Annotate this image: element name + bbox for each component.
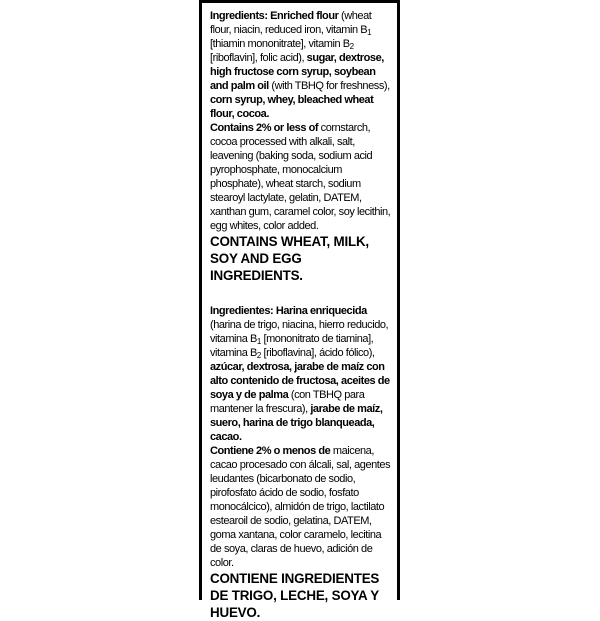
section-gap — [210, 284, 392, 304]
remaining-ingredients: corn syrup, whey, bleached wheat flour, cocoa. — [210, 94, 374, 120]
contains-text: cornstarch, cocoa processed with alkali, salt, leavening (baking soda, sodium acid pyrophosphate, monocalcium phosphate), wheat starch, sodium stearoyl lactylate, gelatin, DATEM, xanthan gum, caramel color, soy lecithin, egg whites, color added. — [210, 122, 391, 232]
ingredients-panel — [199, 0, 400, 620]
flour-detail: [riboflavina], ácido fólico), — [260, 347, 375, 359]
enriched-flour: Harina enriquecida — [275, 305, 367, 317]
contains-label: Contains 2% or less of — [210, 122, 319, 134]
remaining-ingredients: jarabe de maíz, suero, harina de trigo blanqueada, cacao. — [210, 403, 383, 443]
flour-detail: (harina de trigo, niacina, hierro reducido, vitamina B — [210, 319, 389, 345]
ingredients-label: Ingredients: — [210, 10, 271, 22]
flour-detail: [mononitrato de tiamina], vitamina B — [210, 333, 374, 359]
sugars-oils: azúcar, dextrosa, jarabe de maíz con alto contenido de fructosa, aceites de soya y de palma — [210, 361, 390, 401]
sugars-oils: sugar, dextrose, high fructose corn syrup, soybean and palm oil — [210, 52, 384, 92]
allergen-statement-es: CONTIENE INGREDIENTES DE TRIGO, LECHE, SOYA Y HUEVO. — [210, 571, 380, 620]
contains-text: maicena, cacao procesado con álcali, sal, agentes leudantes (bicarbonato de sodio, pirofosfato ácido de sodio, fosfato monocálcico), almidón de trigo, lactilato estearoil de sodio, gelatina, DATEM, goma xantana, color caramelo, lecitina de soya, claras de huevo, adición de color. — [210, 445, 391, 569]
subscript-1: 1 — [256, 337, 261, 346]
flour-detail: [riboflavin], folic acid), — [210, 52, 307, 64]
ingredients-es — [210, 304, 392, 444]
flour-detail: (wheat flour, niacin, reduced iron, vitamin B — [210, 10, 372, 36]
tbhq-note: (con TBHQ para mantener la frescura), — [210, 389, 365, 415]
ingredients-label: Ingredientes: — [210, 305, 276, 317]
subscript-1: 1 — [367, 28, 372, 37]
flour-detail: [thiamin mononitrate], vitamin B — [210, 38, 350, 50]
contains-less-en — [210, 121, 392, 233]
subscript-2: 2 — [256, 351, 261, 360]
tbhq-note: (with TBHQ for freshness), — [268, 80, 390, 92]
allergen-statement-en: CONTAINS WHEAT, MILK, SOY AND EGG INGREDIENTS. — [210, 234, 369, 283]
enriched-flour: Enriched flour — [270, 10, 339, 22]
subscript-2: 2 — [349, 42, 354, 51]
ingredients-en — [210, 9, 392, 121]
contains-less-es — [210, 444, 392, 570]
contains-label: Contiene 2% o menos de — [210, 445, 331, 457]
